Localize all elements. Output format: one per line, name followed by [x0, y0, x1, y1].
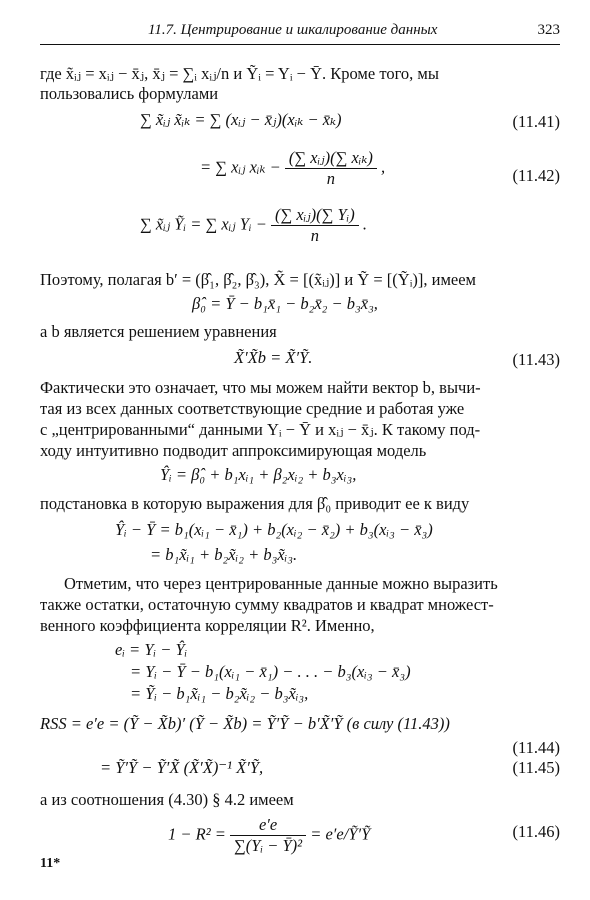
equation-number: (11.41) — [512, 112, 560, 131]
equation-residual-c: = Ỹᵢ − b₁x̃ᵢ₁ − b₂x̃ᵢ₂ − b₃x̃ᵢ₃, — [130, 684, 309, 703]
running-header — [40, 18, 560, 45]
equation-model: Ŷᵢ = β̂₀ + b₁xᵢ₁ + β₂xᵢ₂ + b₃xᵢ₃, — [160, 465, 357, 484]
equation-11-45: = Ỹ′Ỹ − Ỹ′X̃ (X̃′X̃)⁻¹ X̃′Ỹ, — [100, 758, 264, 777]
text-line: Поэтому, полагая b′ = (β̂₁, β̂₂, β̂₃), X̃ = [(x̃ᵢⱼ)] и Ỹ = [(Ỹᵢ)], имеем — [40, 270, 477, 289]
page-number: 323 — [537, 22, 560, 38]
text-line: венного коэффициента корреляции R². Именно, — [40, 616, 375, 635]
running-title: 11.7. Центрирование и шкалирование данных — [148, 22, 438, 38]
numerator: e′e — [230, 815, 306, 836]
text-line: также остатки, остаточную сумму квадратов и квадрат множест- — [40, 595, 494, 614]
equation-centered-b: = b₁x̃ᵢ₁ + b₂x̃ᵢ₂ + b₃x̃ᵢ₃. — [150, 545, 298, 564]
text-line: Отметим, что через центрированные данные можно выразить — [64, 574, 498, 593]
equation-lhs: ∑ x̃ᵢⱼ Ỹᵢ = ∑ xᵢⱼ Yᵢ − — [140, 214, 267, 234]
denominator: n — [326, 169, 336, 188]
equation-rhs: = e′e/Ỹ′Ỹ — [310, 824, 371, 844]
equation-11-44: RSS = e′e = (Ỹ − X̃b)′ (Ỹ − X̃b) = Ỹ′Ỹ − b′X̃′Ỹ (в силу (11.43)) — [40, 714, 450, 733]
text-line: тая из всех данных соответствующие средние и работая уже — [40, 399, 465, 418]
equation-residual-b: = Yᵢ − Ȳ − b₁(xᵢ₁ − x̄₁) − . . . − b₃(xᵢ₃ − x̄₃) — [130, 662, 411, 681]
denominator: ∑(Yᵢ − Ȳ)² — [234, 836, 303, 855]
numerator: (∑ xᵢⱼ)(∑ xᵢₖ) — [285, 148, 377, 169]
text-line: где x̃ᵢⱼ = xᵢⱼ − x̄ⱼ, x̄ⱼ = ∑ᵢ xᵢⱼ/n и Ỹᵢ = Yᵢ − Ȳ. Кроме того, мы — [40, 64, 439, 83]
fraction — [230, 815, 306, 856]
text-line: ходу интуитивно подводит аппроксимирующая модель — [40, 441, 427, 460]
equation-residual-a: eᵢ = Yᵢ − Ŷᵢ — [115, 640, 188, 659]
equation-lhs: 1 − R² = — [168, 824, 226, 844]
equation-sum-xy: ∑ x̃ᵢⱼ Ỹᵢ = ∑ xᵢⱼ Yᵢ − $\frac{\text{(∑ xᵢⱼ)(∑ Yᵢ)}}{n}$ . — [140, 205, 368, 245]
equation-11-41: ∑ x̃ᵢⱼ x̃ᵢₖ = ∑ (xᵢⱼ − x̄ⱼ)(xᵢₖ − x̄ₖ) — [140, 110, 342, 129]
equation-number: (11.46) — [512, 822, 560, 841]
text-line: а из соотношения (4.30) § 4.2 имеем — [40, 790, 294, 809]
equation-11-42: = ∑ xᵢⱼ xᵢₖ − $\frac{\text{(∑ xᵢⱼ)(∑ xᵢₖ)}}{n}$ , — [200, 148, 386, 188]
equation-centered-a: Ŷᵢ − Ȳ = b₁(xᵢ₁ − x̄₁) + b₂(xᵢ₂ − x̄₂) + b₃(xᵢ₃ − x̄₃) — [115, 520, 433, 539]
text-line: пользовались формулами — [40, 84, 219, 103]
text-line: подстановка в которую выражения для β̂₀ приводит ее к виду — [40, 494, 470, 513]
equation-lhs: = ∑ xᵢⱼ xᵢₖ − — [200, 157, 281, 177]
equation-number: (11.43) — [512, 350, 560, 369]
fraction — [285, 148, 377, 189]
text-line: Фактически это означает, что мы можем найти вектор b, вычи- — [40, 378, 481, 397]
equation-number: (11.42) — [512, 166, 560, 185]
denominator: n — [310, 226, 319, 245]
equation-beta0: β̂₀ = Ȳ − b₁x̄₁ − b₂x̄₂ − b₃x̄₃, — [192, 294, 378, 313]
equation-number: (11.44) — [512, 738, 560, 757]
signature-mark: 11* — [40, 856, 61, 871]
equation-number: (11.45) — [512, 758, 560, 777]
text-line: а b является решением уравнения — [40, 322, 277, 341]
equation-11-43: X̃′X̃b = X̃′Ỹ. — [234, 348, 313, 367]
numerator: (∑ xᵢⱼ)(∑ Yᵢ) — [271, 205, 359, 226]
text-line: с „центрированными“ данными Yᵢ − Ȳ и xᵢⱼ − x̄ⱼ. К такому под- — [40, 420, 481, 439]
fraction — [271, 205, 359, 246]
equation-11-46 — [168, 815, 370, 856]
